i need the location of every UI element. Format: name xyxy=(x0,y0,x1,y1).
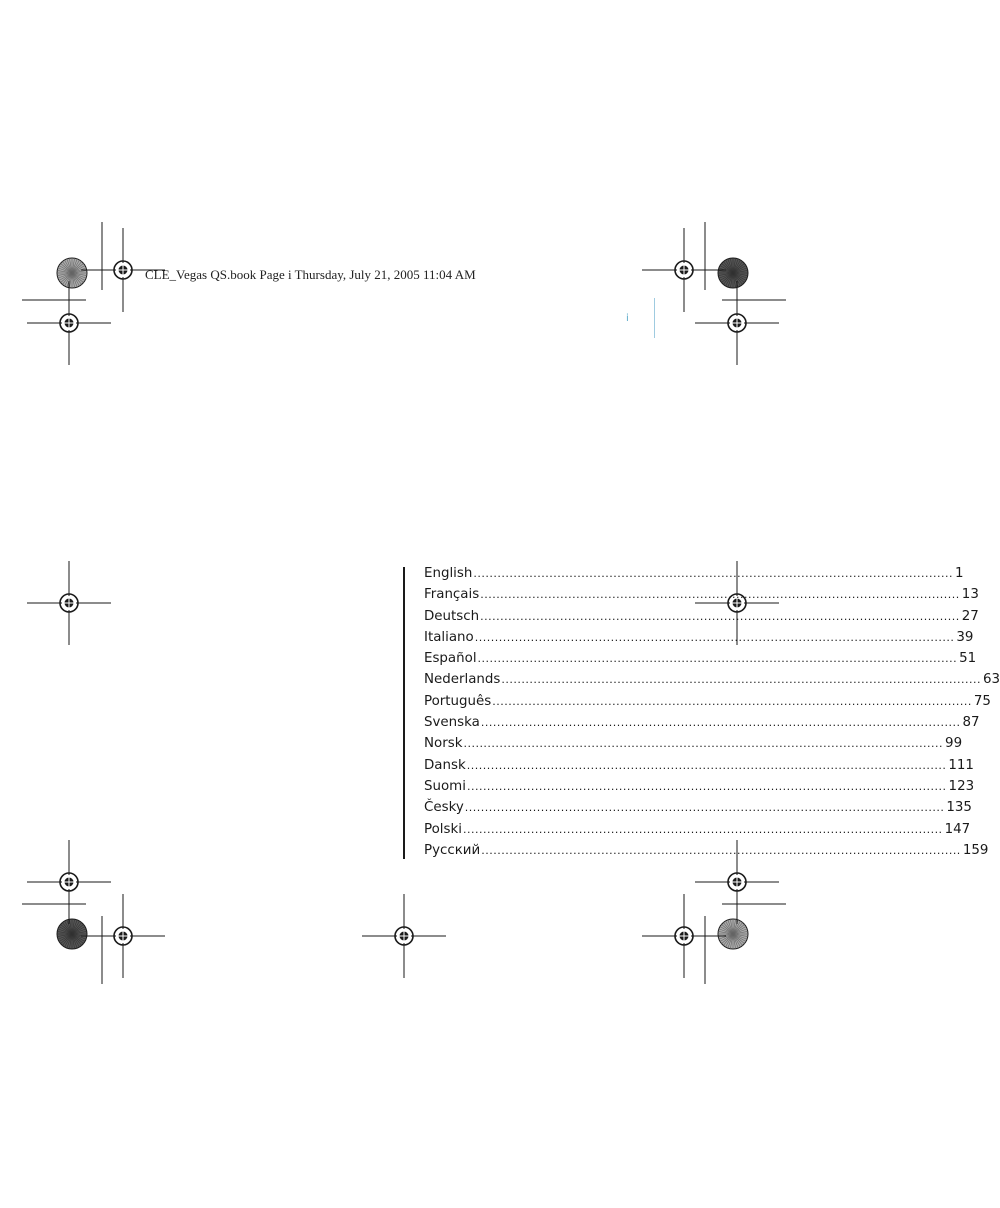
toc-entry-espanol[interactable] xyxy=(424,648,977,669)
table-of-contents xyxy=(424,563,1000,861)
registration-target-icon xyxy=(362,894,446,978)
toc-entry-page: 111 xyxy=(948,757,974,773)
toc-entry-label: Français xyxy=(424,587,480,603)
toc-entry-cesky[interactable] xyxy=(424,797,972,818)
toc-entry-dansk[interactable] xyxy=(424,755,974,776)
dot-leader: ........................................................................................................................ xyxy=(474,630,955,644)
print-slug-line: CLE_Vegas QS.book Page i Thursday, July 21, 2005 11:04 AM xyxy=(145,267,476,282)
toc-entry-polski[interactable] xyxy=(424,819,971,840)
toc-entry-label: Dansk xyxy=(424,757,466,773)
toc-entry-page: 159 xyxy=(962,842,989,858)
toc-entry-page: 1 xyxy=(954,566,964,581)
toc-entry-page: 13 xyxy=(961,587,979,603)
page-folio-number: i xyxy=(626,313,629,324)
toc-entry-label: Česky xyxy=(424,800,464,816)
toc-entry-english[interactable] xyxy=(424,563,964,584)
dot-leader: ........................................................................................................................ xyxy=(492,694,972,708)
toc-entry-label: Svenska xyxy=(424,715,480,731)
toc-entry-page: 63 xyxy=(982,672,1000,688)
toc-entry-francais[interactable] xyxy=(424,584,979,605)
dot-leader: ........................................................................................................................ xyxy=(477,652,958,666)
toc-entry-label: Português xyxy=(424,693,492,709)
registration-target-icon xyxy=(27,281,111,365)
toc-entry-page: 147 xyxy=(944,821,971,837)
dot-leader: ........................................................................................................................ xyxy=(480,588,960,602)
toc-entry-norsk[interactable] xyxy=(424,733,963,754)
registration-target-icon xyxy=(642,894,726,978)
toc-entry-page: 135 xyxy=(946,800,972,816)
toc-entry-label: Nederlands xyxy=(424,672,501,688)
registration-target-icon xyxy=(27,561,111,645)
toc-entry-label: Polski xyxy=(424,821,462,837)
toc-entry-label: Suomi xyxy=(424,778,466,794)
toc-entry-label: Italiano xyxy=(424,629,474,645)
dot-leader: ........................................................................................................................ xyxy=(501,673,981,687)
toc-entry-suomi[interactable] xyxy=(424,776,975,797)
toc-entry-nederlands[interactable] xyxy=(424,669,1000,690)
registration-target-icon xyxy=(27,840,111,924)
dot-leader: ........................................................................................................................ xyxy=(466,758,947,772)
toc-entry-page: 87 xyxy=(962,715,980,731)
toc-entry-deutsch[interactable] xyxy=(424,606,979,627)
toc-entry-label: Deutsch xyxy=(424,608,480,624)
toc-entry-italiano[interactable] xyxy=(424,627,974,648)
toc-entry-page: 75 xyxy=(973,693,991,709)
registration-target-icon xyxy=(81,894,165,978)
toc-entry-label: Русский xyxy=(424,842,481,858)
toc-entry-label: English xyxy=(424,566,473,581)
folio-divider-line xyxy=(654,298,655,338)
toc-entry-portugues[interactable] xyxy=(424,691,991,712)
color-bar-target-icon xyxy=(718,258,748,288)
toc-entry-page: 39 xyxy=(956,629,974,645)
dot-leader: ........................................................................................................................ xyxy=(480,609,960,623)
toc-entry-page: 51 xyxy=(959,651,977,667)
color-bar-target-icon xyxy=(57,258,87,288)
toc-entry-russkiy[interactable] xyxy=(424,840,989,861)
dot-leader: ........................................................................................................................ xyxy=(466,779,947,793)
toc-vertical-rule xyxy=(403,567,405,859)
color-bar-target-icon xyxy=(718,919,748,949)
toc-entry-label: Español xyxy=(424,651,477,667)
toc-entry-page: 99 xyxy=(945,736,963,752)
color-bar-target-icon xyxy=(57,919,87,949)
registration-target-icon xyxy=(695,281,779,365)
toc-entry-label: Norsk xyxy=(424,736,463,752)
dot-leader: ........................................................................................................................ xyxy=(463,737,944,751)
dot-leader: ........................................................................................................................ xyxy=(464,801,945,815)
toc-entry-page: 123 xyxy=(948,778,975,794)
toc-entry-svenska[interactable] xyxy=(424,712,980,733)
toc-entry-page: 27 xyxy=(961,608,979,624)
dot-leader: ........................................................................................................................ xyxy=(462,822,943,836)
dot-leader: ........................................................................................................................ xyxy=(473,567,953,580)
dot-leader: ........................................................................................................................ xyxy=(481,843,961,857)
dot-leader: ........................................................................................................................ xyxy=(480,716,961,730)
